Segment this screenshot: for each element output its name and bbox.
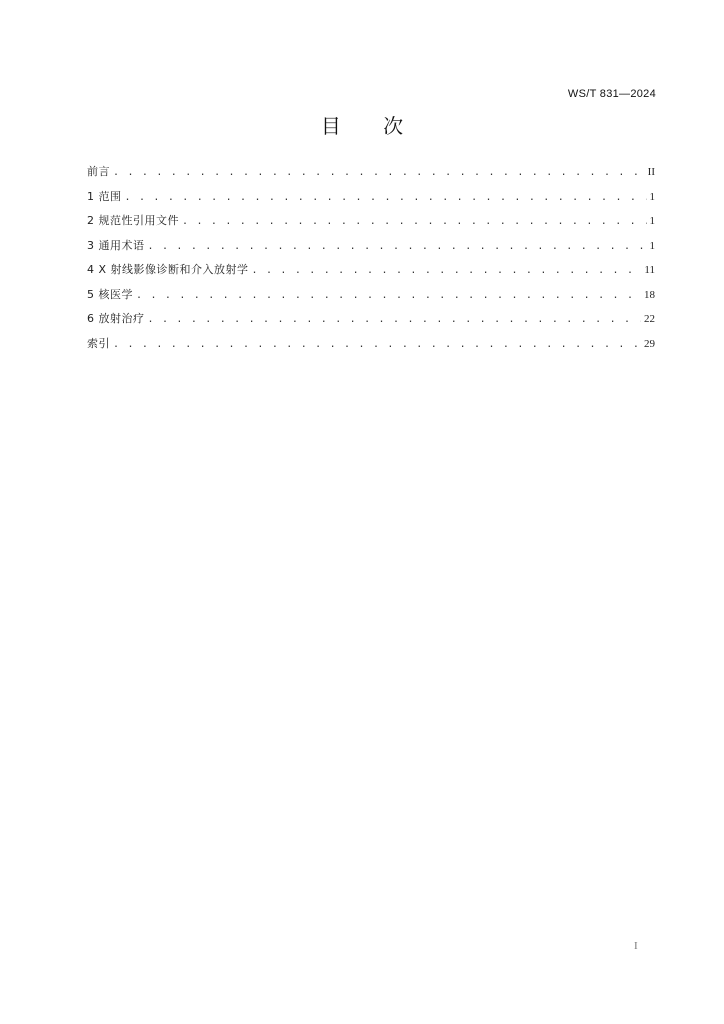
toc-entry-page: II: [647, 166, 655, 178]
toc-dot-leader: [252, 263, 642, 279]
toc-dot-leader: [113, 337, 641, 353]
toc-entry-label: 前言: [87, 165, 110, 178]
toc-entry-label: 6 放射治疗: [87, 312, 145, 325]
toc-entry-page: 11: [644, 264, 655, 276]
toc-dot-leader: [148, 239, 647, 255]
toc-dot-leader: [113, 165, 645, 181]
table-of-contents: [87, 164, 655, 360]
toc-entry-page: 18: [644, 288, 655, 301]
toc-entry-label: 索引: [87, 336, 110, 350]
toc-entry-page: 1: [649, 215, 655, 227]
toc-entry-radiotherapy[interactable]: [87, 311, 655, 336]
toc-entry-xray-imaging[interactable]: [87, 262, 655, 287]
toc-entry-foreword[interactable]: [87, 164, 655, 189]
toc-dot-leader: [148, 312, 642, 328]
toc-entry-nuclear-medicine[interactable]: [87, 287, 655, 312]
toc-entry-page: 29: [644, 337, 655, 350]
toc-entry-label: 3 通用术语: [87, 238, 145, 252]
toc-entry-scope[interactable]: [87, 189, 655, 214]
page-title: 目 次: [320, 114, 422, 138]
toc-entry-page: 1: [649, 190, 655, 203]
toc-entry-label: 1 范围: [87, 189, 122, 203]
standard-code: WS/T 831—2024: [567, 88, 656, 100]
toc-entry-normative-references[interactable]: [87, 213, 655, 238]
toc-dot-leader: [136, 288, 641, 304]
toc-entry-general-terms[interactable]: [87, 238, 655, 263]
toc-dot-leader: [125, 190, 647, 206]
toc-dot-leader: [182, 214, 647, 230]
toc-entry-label: 2 规范性引用文件: [87, 214, 179, 227]
toc-entry-page: 1: [649, 239, 655, 252]
toc-entry-label: 5 核医学: [87, 287, 133, 301]
toc-entry-page: 22: [644, 313, 655, 325]
toc-entry-label: 4 X 射线影像诊断和介入放射学: [87, 263, 249, 276]
page-number: I: [634, 940, 638, 952]
toc-entry-index[interactable]: [87, 336, 655, 361]
